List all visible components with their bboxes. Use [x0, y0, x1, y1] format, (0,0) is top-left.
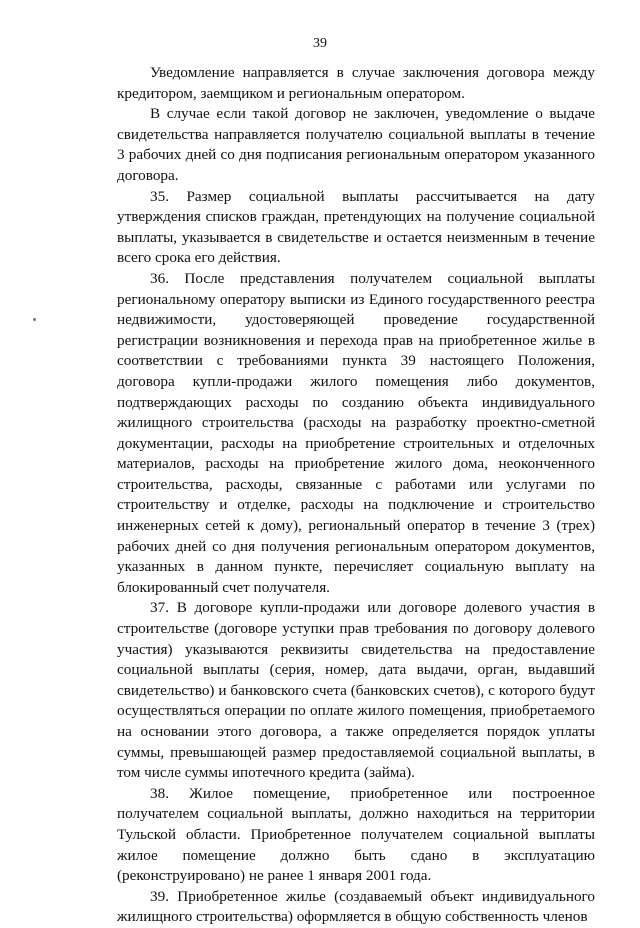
- paragraph-36: 36. После представления получателем социальной выплаты региональному оператору выписки из Единого государственного реестра недвижимости, удостоверяющей проведение государственной регистрации возникновения и перехода прав на приобретенное жилье в соответствии с требованиями пункта 39 настоящего Положения, договора купли-продажи жилого помещения либо документов, подтверждающих расходы по созданию объекта индивидуального жилищного строительства (расходы на разработку проектно-сметной документации, расходы на приобретение строительных и отделочных материалов, расходы на приобретение жилого дома, неоконченного строительства, расходы, связанные с работами или услугами по строительству и отделке, расходы на подключение и строительство инженерных сетей к дому), региональный оператор в течение 3 (трех) рабочих дней со дня получения региональным оператором документов, указанных в данном пункте, перечисляет социальную выплату на блокированный счет получателя.: [117, 269, 595, 596]
- paragraph-39: 39. Приобретенное жилье (создаваемый объект индивидуального жилищного строительства) оформляется в общую собственность членов: [117, 887, 595, 926]
- paragraph-35: 35. Размер социальной выплаты рассчитывается на дату утверждения списков граждан, претендующих на получение социальной выплаты, указывается в свидетельстве и остается неизменным в течение всего срока его действия.: [117, 187, 595, 267]
- scan-speck: [33, 318, 36, 321]
- document-body: [117, 63, 595, 928]
- page-number: 39: [313, 36, 327, 51]
- paragraph-notification: Уведомление направляется в случае заключения договора между кредитором, заемщиком и региональным оператором.: [117, 64, 595, 102]
- paragraph-37: 37. В договоре купли-продажи или договоре долевого участия в строительстве (договоре уступки прав требования по договору долевого участия) указываются реквизиты свидетельства на предоставление социальной выплаты (серия, номер, дата выдачи, орган, выдавший свидетельство) и банковского счета (банковских счетов), с которого будут осуществляться операции по оплате жилого помещения, приобретаемого на основании этого договора, а также определяется порядок уплаты суммы, превышающей размер предоставляемой социальной выплаты, в том числе суммы ипотечного кредита (займа).: [117, 599, 595, 782]
- paragraph-38: 38. Жилое помещение, приобретенное или построенное получателем социальной выплаты, должно находиться на территории Тульской области. Приобретенное получателем социальной выплаты жилое помещение должно быть сдано в эксплуатацию (реконструировано) не ранее 1 января 2001 года.: [117, 784, 595, 885]
- paragraph-no-contract: В случае если такой договор не заключен, уведомление о выдаче свидетельства направляется получателю социальной выплаты в течение 3 рабочих дней со дня подписания региональным оператором указанного договора.: [117, 105, 595, 184]
